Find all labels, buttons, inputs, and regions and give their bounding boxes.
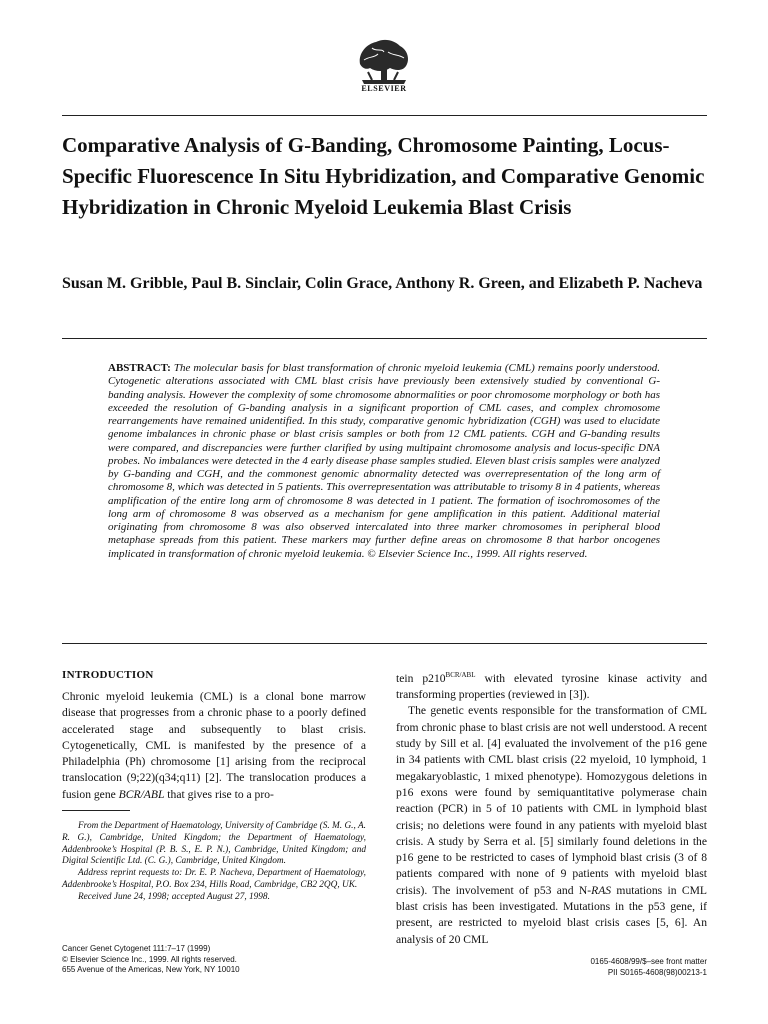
article-title: Comparative Analysis of G-Banding, Chromosome Painting, Locus-Specific Fluorescence In Situ Hybridization, and Comparative Genomic Hybridization in Chronic Myeloid Leukemia Blast Crisis bbox=[62, 133, 705, 219]
footnote-rule bbox=[62, 810, 130, 811]
authors-rule bbox=[62, 338, 707, 339]
author-list: Susan M. Gribble, Paul B. Sinclair, Colin Grace, Anthony R. Green, and Elizabeth P. Nacheva bbox=[62, 275, 703, 292]
issn-line: 0165-4608/99/$–see front matter bbox=[590, 957, 707, 966]
gene-name: BCR/ABL bbox=[118, 787, 165, 801]
section-heading-introduction: INTRODUCTION bbox=[62, 669, 154, 681]
abstract bbox=[108, 362, 660, 561]
journal-citation: Cancer Genet Cytogenet 111:7–17 (1999) bbox=[62, 944, 211, 953]
publisher-name: ELSEVIER bbox=[361, 84, 407, 93]
pii-line: PII S0165-4608(98)00213-1 bbox=[607, 967, 707, 977]
left-column bbox=[62, 689, 366, 803]
intro-text: that gives rise to a pro- bbox=[164, 787, 274, 801]
article-identifiers bbox=[440, 957, 707, 978]
protein-superscript: BCR/ABL bbox=[445, 671, 476, 679]
abstract-rule bbox=[62, 643, 707, 644]
journal-copyright: © Elsevier Science Inc., 1999. All rights reserved. bbox=[62, 954, 237, 964]
right-column bbox=[396, 667, 707, 948]
intro-text: with elevated tyrosine kinase activity and transforming properties (reviewed in [3]). bbox=[396, 671, 707, 702]
intro-paragraph-1-continued bbox=[396, 667, 707, 703]
abstract-label: ABSTRACT: bbox=[108, 362, 171, 374]
intro-text: tein p210 bbox=[396, 671, 446, 685]
abstract-copyright: © Elsevier Science Inc., 1999. All rights reserved. bbox=[367, 547, 588, 560]
header-rule bbox=[62, 115, 707, 116]
intro-paragraph-1 bbox=[62, 689, 366, 803]
received-note: Received June 24, 1998; accepted August 27, 1998. bbox=[78, 891, 270, 902]
journal-info bbox=[62, 944, 382, 976]
intro-text: mutations in CML blast crisis has been investigated. Mutations in the p53 gene, if present, are restricted to myeloid blast crisis cases [5, 6]. An analysis of 20 CML bbox=[396, 883, 707, 946]
intro-text: The genetic events responsible for the transformation of CML from chronic phase to blast crisis are not well understood. A recent study by Sill et al. [4] evaluated the involvement of the p16 gene in 34 patients with CML blast crisis (22 myeloid, 10 lymphoid, 1 megakaryoblastic, 1 mixed phenotype). Homozygous deletions in p16 exons were found by semiquantitative polymerase chain reaction (PCR) in 5 of 10 patients with CML in lymphoid blast crisis; no deletions were found in any patients with myeloid blast crisis. A study by Serra et al. [5] similarly found deletions in the p16 gene to be restricted to cases of lymphoid blast crisis (3 of 8 patients compared with none of 9 patients with myeloid blast crisis). The involvement of p53 and N- bbox=[396, 704, 707, 897]
intro-paragraph-2 bbox=[396, 703, 707, 947]
reprint-note: Address reprint requests to: Dr. E. P. Nacheva, Department of Haematology, Addenbrooke’s Hospital, P.O. Box 234, Hills Road, Cambridge, CB2 2QQ, UK. bbox=[62, 868, 366, 890]
gene-name: RAS bbox=[591, 883, 612, 897]
affiliation-note: From the Department of Haematology, University of Cambridge (S. M. G., A. R. G.), Cambridge, United Kingdom; the Department of Haematology, Addenbrooke’s Hospital (P. B. S., E. P. N.), Cambridge, United Kingdom; and Digital Scientific Ltd. (C. G.), Cambridge, United Kingdom. bbox=[62, 821, 366, 867]
abstract-text: The molecular basis for blast transformation of chronic myeloid leukemia (CML) remains poorly understood. Cytogenetic alterations associated with CML blast crisis have previously been extensively studied by conventional G-banding analysis. However the complexity of some chromosome abnormalities or poor chromosome morphology or both has exceeded the resolution of G-banding analysis in a significant proportion of CML cases, and complex chromosome rearrangements have remained unidentified. In this study, comparative genomic hybridization (CGH) was used to elucidate genome imbalances in chronic phase or blast crisis samples or both from 12 CML patients. CGH and G-banding results were compared, and discrepancies were further clarified by using multipaint chromosome analysis and locus-specific DNA probes. No imbalances were detected in the 4 early disease phase samples studied. Eleven blast crisis samples were analyzed by G-banding and CGH, and the commonest genomic abnormality detected was overrepresentation of the long arm of chromosome 8, which was detected in 5 patients. This overrepresentation was attributable to trisomy 8 in 4 patients, whereas amplification of the entire long arm of chromosome 8 was detected in 1 patient. The formation of isochromosomes of the long arm of chromosome 8 was observed as a mechanism for gene amplification in this patient. Additional material originating from chromosome 8 was also observed intercalated into three marker chromosomes in peripheral blood metaphase spreads from this patient. These markers may further define areas on chromosome 8 that harbor oncogenes implicated in transformation of chronic myeloid leukemia. bbox=[108, 362, 660, 560]
footnotes bbox=[62, 821, 366, 904]
intro-text: Chronic myeloid leukemia (CML) is a clonal bone marrow disease that progresses from a chronic phase to a poorly defined accelerated stage and subsequently to blast crisis. Cytogenetically, CML is manifested by the presence of a Philadelphia (Ph) chromosome [1] arising from the reciprocal translocation (9;22)(q34;q11) [2]. The translocation produces a fusion gene bbox=[62, 690, 366, 801]
publisher-address: 655 Avenue of the Americas, New York, NY 10010 bbox=[62, 965, 240, 974]
